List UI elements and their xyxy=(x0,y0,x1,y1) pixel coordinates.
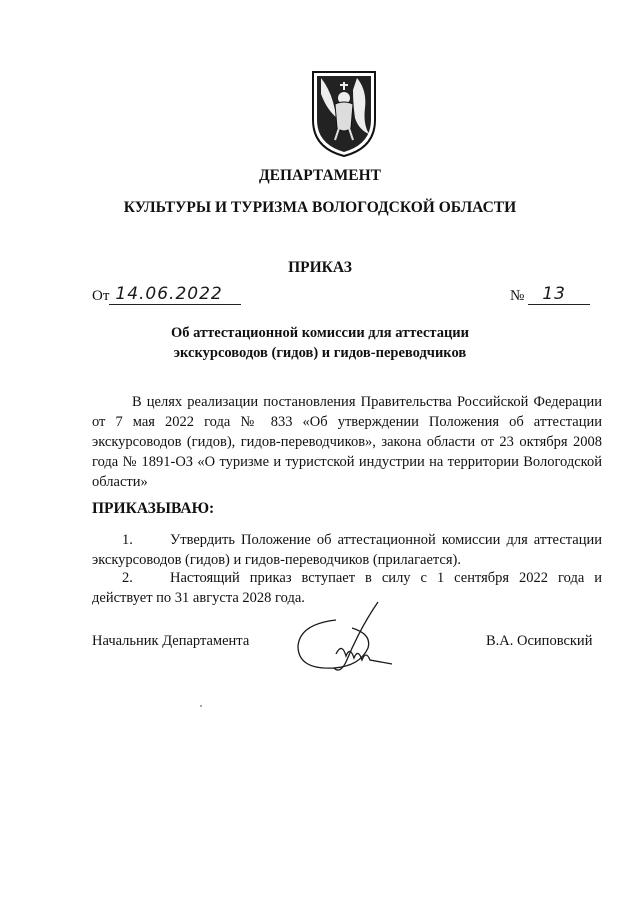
preamble-text: В целях реализации постановления Правительства Российской Федерации от 7 мая 2022 года № 833 «Об утверждении Положения об аттестации экскурсоводов (гидов), гидов-переводчиков», закона области от 23 октября 2008 года № 1891-ОЗ «О туризме и туристской индустрии на территории Вологодской области» xyxy=(92,394,602,490)
subject-line1: Об аттестационной комиссии для аттестации xyxy=(170,325,470,341)
order-subject xyxy=(0,323,640,363)
item-text: Утвердить Положение об аттестационной комиссии для аттестации экскурсоводов (гидов) и гидов-переводчиков (прилагается). xyxy=(92,532,602,568)
order-item-1 xyxy=(92,530,602,570)
preamble-paragraph xyxy=(92,392,602,492)
signer-name: В.А. Осиповский xyxy=(486,633,593,649)
date-prefix: От xyxy=(92,288,110,304)
handwritten-date: 14.06.2022 xyxy=(115,284,223,304)
department-title-line2: КУЛЬТУРЫ И ТУРИЗМА ВОЛОГОДСКОЙ ОБЛАСТИ xyxy=(123,199,517,216)
order-directive: ПРИКАЗЫВАЮ: xyxy=(92,500,215,517)
coat-of-arms-icon xyxy=(309,68,379,158)
scan-speck xyxy=(200,705,202,707)
number-field xyxy=(528,284,590,305)
subject-line2: экскурсоводов (гидов) и гидов-переводчиков xyxy=(173,345,467,361)
item-number: 2. xyxy=(122,570,133,586)
department-title-line1: ДЕПАРТАМЕНТ xyxy=(258,167,382,184)
date-field xyxy=(109,284,241,305)
handwritten-number: 13 xyxy=(542,284,566,304)
item-number: 1. xyxy=(122,532,133,548)
signer-position: Начальник Департамента xyxy=(92,633,250,649)
order-date-row xyxy=(92,284,241,305)
order-title: ПРИКАЗ xyxy=(288,259,352,276)
item-text: Настоящий приказ вступает в силу с 1 сентября 2022 года и действует по 31 августа 2028 года. xyxy=(92,570,602,606)
number-prefix: № xyxy=(510,288,525,304)
handwritten-signature-icon xyxy=(290,598,400,682)
order-number-row xyxy=(510,284,590,305)
